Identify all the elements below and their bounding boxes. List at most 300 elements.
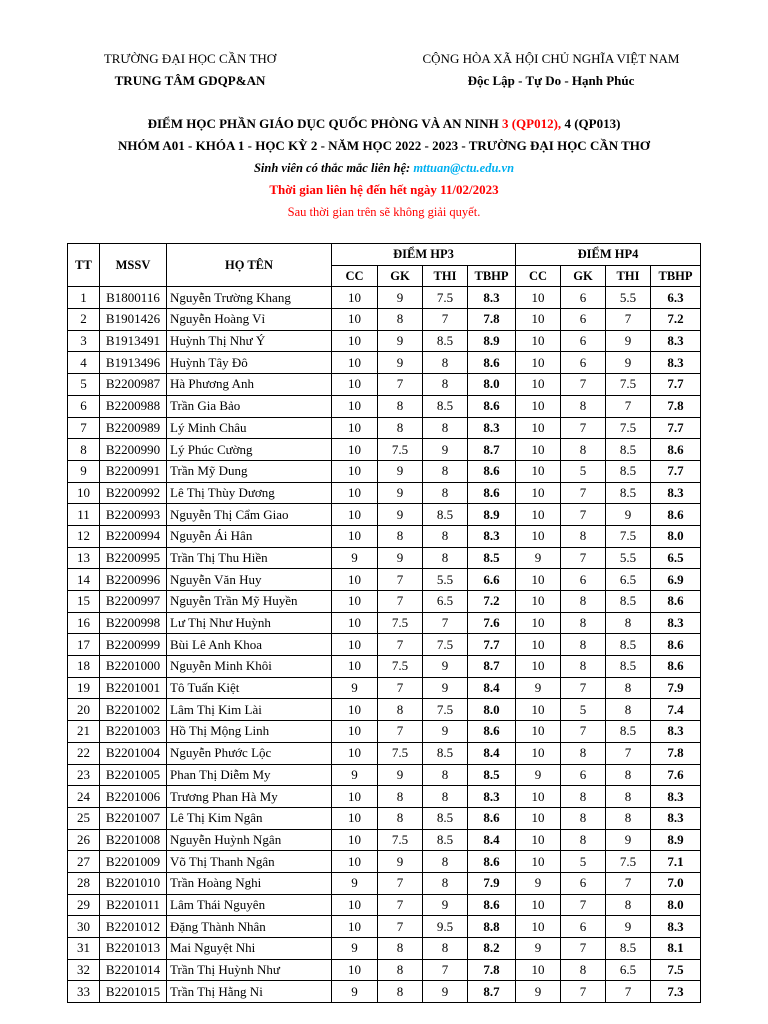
cell-hp4-gk: 6 [561, 352, 606, 374]
cell-hp3-thi: 8 [423, 417, 468, 439]
cell-hp4-thi: 8.5 [606, 591, 651, 613]
cell-hp4-gk: 8 [561, 525, 606, 547]
cell-hp4-thi: 8.5 [606, 482, 651, 504]
cell-hp3-cc: 10 [332, 569, 378, 591]
table-row [68, 504, 701, 526]
cell-mssv: B1913491 [100, 330, 167, 352]
cell-hp3-cc: 10 [332, 504, 378, 526]
cell-tt: 27 [68, 851, 100, 873]
cell-hp3-thi: 8.5 [423, 330, 468, 352]
cell-tt: 29 [68, 894, 100, 916]
cell-tt: 6 [68, 395, 100, 417]
cell-hp4-gk: 6 [561, 872, 606, 894]
cell-hp4-tbhp: 8.6 [651, 439, 701, 461]
cell-name: Đặng Thành Nhân [167, 916, 332, 938]
grades-body [68, 287, 701, 1003]
table-row [68, 309, 701, 331]
cell-tt: 21 [68, 721, 100, 743]
cell-hp4-cc: 10 [516, 807, 561, 829]
cell-name: Võ Thị Thanh Ngân [167, 851, 332, 873]
header-national [410, 50, 692, 90]
table-row [68, 764, 701, 786]
table-row [68, 656, 701, 678]
table-row [68, 938, 701, 960]
cell-hp4-cc: 9 [516, 872, 561, 894]
cell-hp4-cc: 10 [516, 916, 561, 938]
cell-mssv: B2200990 [100, 439, 167, 461]
table-row [68, 721, 701, 743]
cell-hp3-cc: 10 [332, 851, 378, 873]
cell-hp4-cc: 10 [516, 591, 561, 613]
cell-hp3-cc: 10 [332, 807, 378, 829]
deadline-note: Sau thời gian trên sẽ không giải quyết. [287, 205, 481, 219]
cell-hp4-cc: 10 [516, 656, 561, 678]
col-group-hp3: ĐIỂM HP3 [332, 244, 516, 266]
cell-hp4-thi: 8 [606, 786, 651, 808]
cell-hp4-cc: 10 [516, 352, 561, 374]
cell-hp4-tbhp: 8.0 [651, 894, 701, 916]
cell-tt: 5 [68, 374, 100, 396]
cell-hp4-tbhp: 8.6 [651, 591, 701, 613]
cell-hp4-tbhp: 7.4 [651, 699, 701, 721]
cell-tt: 15 [68, 591, 100, 613]
cell-hp3-cc: 9 [332, 764, 378, 786]
cell-hp3-cc: 10 [332, 417, 378, 439]
cell-mssv: B2201002 [100, 699, 167, 721]
cell-hp4-cc: 10 [516, 439, 561, 461]
cell-name: Lâm Thị Kim Lài [167, 699, 332, 721]
cell-hp4-thi: 8 [606, 612, 651, 634]
cell-hp4-thi: 7.5 [606, 374, 651, 396]
cell-hp3-gk: 9 [378, 352, 423, 374]
cell-hp4-cc: 10 [516, 504, 561, 526]
cell-name: Lý Minh Châu [167, 417, 332, 439]
table-row [68, 417, 701, 439]
cell-hp3-tbhp: 8.6 [468, 482, 516, 504]
cell-name: Trần Hoàng Nghi [167, 872, 332, 894]
col-tt: TT [68, 244, 100, 287]
table-row [68, 742, 701, 764]
cell-hp4-tbhp: 8.3 [651, 721, 701, 743]
cell-hp4-tbhp: 7.0 [651, 872, 701, 894]
cell-hp3-gk: 9 [378, 547, 423, 569]
cell-hp4-gk: 7 [561, 482, 606, 504]
cell-hp4-thi: 8.5 [606, 656, 651, 678]
col-hp4-cc: CC [516, 265, 561, 287]
cell-hp4-cc: 10 [516, 287, 561, 309]
cell-name: Hồ Thị Mộng Linh [167, 721, 332, 743]
cell-tt: 24 [68, 786, 100, 808]
table-row [68, 894, 701, 916]
cell-tt: 11 [68, 504, 100, 526]
cell-hp3-cc: 9 [332, 872, 378, 894]
cell-hp4-gk: 8 [561, 786, 606, 808]
cell-mssv: B2201000 [100, 656, 167, 678]
cell-mssv: B2200993 [100, 504, 167, 526]
cell-hp4-thi: 8.5 [606, 938, 651, 960]
cell-hp3-gk: 7 [378, 894, 423, 916]
cell-hp4-cc: 10 [516, 959, 561, 981]
cell-hp3-gk: 8 [378, 309, 423, 331]
cell-hp4-thi: 9 [606, 916, 651, 938]
cell-mssv: B1901426 [100, 309, 167, 331]
cell-hp3-thi: 8 [423, 352, 468, 374]
cell-hp3-gk: 7.5 [378, 656, 423, 678]
table-row [68, 634, 701, 656]
cell-mssv: B2200987 [100, 374, 167, 396]
cell-hp4-cc: 10 [516, 374, 561, 396]
cell-tt: 8 [68, 439, 100, 461]
cell-mssv: B2201014 [100, 959, 167, 981]
cell-hp3-tbhp: 8.6 [468, 721, 516, 743]
cell-hp3-tbhp: 8.3 [468, 417, 516, 439]
cell-hp4-gk: 5 [561, 460, 606, 482]
cell-hp4-gk: 6 [561, 916, 606, 938]
cell-name: Trần Mỹ Dung [167, 460, 332, 482]
cell-hp4-thi: 8 [606, 807, 651, 829]
contact-email[interactable]: mttuan@ctu.edu.vn [413, 161, 515, 175]
cell-hp4-cc: 10 [516, 330, 561, 352]
cell-hp4-thi: 7 [606, 742, 651, 764]
cell-hp3-cc: 10 [332, 439, 378, 461]
cell-hp4-thi: 8 [606, 699, 651, 721]
cell-hp4-thi: 7 [606, 872, 651, 894]
cell-hp4-thi: 8.5 [606, 634, 651, 656]
cell-hp4-thi: 5.5 [606, 287, 651, 309]
cell-hp3-thi: 8.5 [423, 504, 468, 526]
cell-hp3-thi: 9 [423, 439, 468, 461]
cell-hp4-cc: 10 [516, 569, 561, 591]
cell-hp3-gk: 7.5 [378, 612, 423, 634]
cell-hp4-cc: 10 [516, 699, 561, 721]
cell-hp4-thi: 8.5 [606, 439, 651, 461]
cell-hp3-thi: 8 [423, 938, 468, 960]
cell-hp3-cc: 10 [332, 656, 378, 678]
table-row [68, 330, 701, 352]
cell-hp3-cc: 9 [332, 677, 378, 699]
cell-hp3-thi: 8 [423, 547, 468, 569]
document-title [0, 113, 768, 135]
cell-hp4-gk: 8 [561, 742, 606, 764]
cell-hp4-tbhp: 8.3 [651, 916, 701, 938]
cell-hp3-cc: 10 [332, 330, 378, 352]
cell-hp3-thi: 8 [423, 872, 468, 894]
cell-hp3-thi: 8.5 [423, 742, 468, 764]
cell-hp4-gk: 8 [561, 807, 606, 829]
cell-mssv: B2201012 [100, 916, 167, 938]
cell-tt: 12 [68, 525, 100, 547]
cell-tt: 23 [68, 764, 100, 786]
cell-hp3-thi: 7.5 [423, 287, 468, 309]
cell-hp3-cc: 10 [332, 721, 378, 743]
cell-tt: 9 [68, 460, 100, 482]
cell-hp3-thi: 9.5 [423, 916, 468, 938]
cell-tt: 10 [68, 482, 100, 504]
cell-hp3-tbhp: 8.7 [468, 439, 516, 461]
cell-hp4-cc: 10 [516, 634, 561, 656]
cell-hp3-tbhp: 8.9 [468, 330, 516, 352]
cell-mssv: B2200991 [100, 460, 167, 482]
cell-hp3-cc: 10 [332, 352, 378, 374]
cell-hp3-thi: 7.5 [423, 634, 468, 656]
cell-hp3-cc: 10 [332, 786, 378, 808]
cell-hp3-thi: 8.5 [423, 395, 468, 417]
cell-name: Huỳnh Tây Đô [167, 352, 332, 374]
cell-tt: 4 [68, 352, 100, 374]
cell-hp4-gk: 7 [561, 504, 606, 526]
cell-name: Nguyễn Hoàng Vỉ [167, 309, 332, 331]
national-motto: Độc Lập - Tự Do - Hạnh Phúc [467, 73, 635, 88]
cell-hp3-tbhp: 8.3 [468, 525, 516, 547]
cell-hp4-gk: 6 [561, 309, 606, 331]
cell-hp3-tbhp: 8.5 [468, 764, 516, 786]
cell-hp3-cc: 9 [332, 981, 378, 1003]
cell-name: Lê Thị Thùy Dương [167, 482, 332, 504]
cell-mssv: B1800116 [100, 287, 167, 309]
cell-hp4-tbhp: 8.6 [651, 656, 701, 678]
cell-hp4-tbhp: 8.3 [651, 807, 701, 829]
cell-mssv: B2201008 [100, 829, 167, 851]
cell-hp4-tbhp: 7.6 [651, 764, 701, 786]
cell-hp4-thi: 7.5 [606, 525, 651, 547]
cell-hp4-cc: 10 [516, 525, 561, 547]
cell-tt: 30 [68, 916, 100, 938]
cell-hp3-gk: 7 [378, 569, 423, 591]
title-part-b: 4 (QP013) [561, 116, 621, 131]
cell-mssv: B2201001 [100, 677, 167, 699]
cell-hp3-thi: 8 [423, 482, 468, 504]
deadline-notice: Thời gian liên hệ đến hết ngày 11/02/2023 [269, 182, 499, 197]
cell-hp3-tbhp: 8.6 [468, 807, 516, 829]
cell-name: Trần Thị Hằng Ni [167, 981, 332, 1003]
col-hp4-thi: THI [606, 265, 651, 287]
cell-hp4-cc: 9 [516, 938, 561, 960]
cell-name: Lý Phúc Cường [167, 439, 332, 461]
cell-hp4-gk: 7 [561, 981, 606, 1003]
cell-tt: 18 [68, 656, 100, 678]
cell-hp4-cc: 9 [516, 677, 561, 699]
cell-mssv: B2201011 [100, 894, 167, 916]
cell-name: Nguyễn Phước Lộc [167, 742, 332, 764]
cell-hp3-gk: 7.5 [378, 829, 423, 851]
cell-hp3-thi: 8 [423, 764, 468, 786]
cell-hp3-thi: 7 [423, 612, 468, 634]
cell-hp4-gk: 7 [561, 417, 606, 439]
table-row [68, 395, 701, 417]
cell-hp3-thi: 9 [423, 894, 468, 916]
cell-name: Lư Thị Như Huỳnh [167, 612, 332, 634]
table-row [68, 482, 701, 504]
cell-hp3-cc: 10 [332, 742, 378, 764]
cell-mssv: B2200999 [100, 634, 167, 656]
cell-mssv: B2200992 [100, 482, 167, 504]
cell-hp3-tbhp: 8.7 [468, 656, 516, 678]
cell-hp3-gk: 9 [378, 287, 423, 309]
cell-hp3-gk: 9 [378, 330, 423, 352]
table-row [68, 525, 701, 547]
cell-hp4-cc: 10 [516, 894, 561, 916]
cell-hp4-tbhp: 7.2 [651, 309, 701, 331]
cell-hp3-gk: 8 [378, 807, 423, 829]
cell-tt: 1 [68, 287, 100, 309]
cell-tt: 25 [68, 807, 100, 829]
cell-hp4-gk: 8 [561, 591, 606, 613]
cell-name: Nguyễn Trần Mỹ Huyền [167, 591, 332, 613]
table-row [68, 287, 701, 309]
cell-hp3-thi: 5.5 [423, 569, 468, 591]
col-group-hp4: ĐIỂM HP4 [516, 244, 701, 266]
cell-hp4-thi: 9 [606, 504, 651, 526]
cell-hp4-cc: 9 [516, 764, 561, 786]
cell-hp4-tbhp: 8.1 [651, 938, 701, 960]
cell-hp3-gk: 9 [378, 851, 423, 873]
cell-mssv: B2200989 [100, 417, 167, 439]
cell-hp3-tbhp: 8.6 [468, 352, 516, 374]
cell-hp4-cc: 10 [516, 742, 561, 764]
cell-hp3-tbhp: 7.2 [468, 591, 516, 613]
cell-hp3-gk: 7 [378, 374, 423, 396]
cell-hp3-gk: 8 [378, 959, 423, 981]
cell-tt: 2 [68, 309, 100, 331]
cell-hp3-thi: 8 [423, 460, 468, 482]
table-row [68, 699, 701, 721]
cell-hp4-cc: 10 [516, 460, 561, 482]
cell-hp3-tbhp: 8.7 [468, 981, 516, 1003]
cell-hp3-tbhp: 8.0 [468, 699, 516, 721]
cell-hp4-tbhp: 7.8 [651, 742, 701, 764]
cell-hp4-thi: 8 [606, 677, 651, 699]
cell-hp4-thi: 9 [606, 829, 651, 851]
cell-hp4-cc: 10 [516, 417, 561, 439]
cell-tt: 17 [68, 634, 100, 656]
cell-hp4-gk: 8 [561, 439, 606, 461]
cell-mssv: B1913496 [100, 352, 167, 374]
cell-name: Lâm Thái Nguyên [167, 894, 332, 916]
cell-tt: 3 [68, 330, 100, 352]
cell-hp3-thi: 9 [423, 677, 468, 699]
cell-hp3-tbhp: 7.8 [468, 959, 516, 981]
table-row [68, 807, 701, 829]
cell-hp4-cc: 10 [516, 829, 561, 851]
cell-hp3-cc: 9 [332, 938, 378, 960]
col-name: HỌ TÊN [167, 244, 332, 287]
cell-mssv: B2200997 [100, 591, 167, 613]
cell-hp3-tbhp: 7.7 [468, 634, 516, 656]
cell-hp4-gk: 5 [561, 699, 606, 721]
cell-hp4-cc: 10 [516, 851, 561, 873]
cell-mssv: B2201015 [100, 981, 167, 1003]
col-hp4-gk: GK [561, 265, 606, 287]
cell-name: Trương Phan Hà My [167, 786, 332, 808]
col-hp3-gk: GK [378, 265, 423, 287]
cell-hp4-thi: 5.5 [606, 547, 651, 569]
cell-name: Nguyễn Huỳnh Ngân [167, 829, 332, 851]
cell-name: Mai Nguyệt Nhi [167, 938, 332, 960]
cell-hp3-cc: 10 [332, 699, 378, 721]
cell-hp3-gk: 7 [378, 634, 423, 656]
cell-mssv: B2200988 [100, 395, 167, 417]
cell-hp4-gk: 7 [561, 374, 606, 396]
cell-mssv: B2201006 [100, 786, 167, 808]
cell-hp3-cc: 10 [332, 959, 378, 981]
cell-hp4-thi: 9 [606, 352, 651, 374]
cell-hp4-gk: 6 [561, 287, 606, 309]
table-row [68, 916, 701, 938]
cell-hp4-tbhp: 6.5 [651, 547, 701, 569]
cell-hp3-gk: 7 [378, 677, 423, 699]
cell-tt: 32 [68, 959, 100, 981]
cell-hp4-tbhp: 8.3 [651, 786, 701, 808]
cell-hp4-tbhp: 8.9 [651, 829, 701, 851]
cell-hp4-tbhp: 7.5 [651, 959, 701, 981]
cell-hp4-gk: 8 [561, 829, 606, 851]
cell-hp4-tbhp: 8.3 [651, 612, 701, 634]
cell-mssv: B2200996 [100, 569, 167, 591]
cell-hp4-thi: 6.5 [606, 959, 651, 981]
cell-tt: 13 [68, 547, 100, 569]
cell-hp3-gk: 7 [378, 872, 423, 894]
cell-hp4-thi: 7.5 [606, 851, 651, 873]
cell-hp3-thi: 7.5 [423, 699, 468, 721]
cell-name: Phan Thị Diễm My [167, 764, 332, 786]
cell-name: Lê Thị Kim Ngân [167, 807, 332, 829]
cell-hp4-cc: 10 [516, 395, 561, 417]
cell-hp3-cc: 10 [332, 916, 378, 938]
cell-hp3-cc: 10 [332, 525, 378, 547]
title-part-a: ĐIỂM HỌC PHẦN GIÁO DỤC QUỐC PHÒNG VÀ AN NINH [147, 116, 502, 131]
cell-hp4-thi: 8 [606, 764, 651, 786]
cell-hp3-thi: 8 [423, 851, 468, 873]
cell-hp4-thi: 7 [606, 309, 651, 331]
cell-mssv: B2201010 [100, 872, 167, 894]
cell-hp3-gk: 7 [378, 916, 423, 938]
cell-hp3-cc: 10 [332, 374, 378, 396]
table-row [68, 460, 701, 482]
cell-hp3-cc: 10 [332, 287, 378, 309]
cell-hp3-gk: 9 [378, 482, 423, 504]
cell-hp4-gk: 7 [561, 938, 606, 960]
document-subtitle: NHÓM A01 - KHÓA 1 - HỌC KỲ 2 - NĂM HỌC 2022 - 2023 - TRƯỜNG ĐẠI HỌC CẦN THƠ [117, 138, 651, 153]
cell-hp3-tbhp: 8.3 [468, 786, 516, 808]
table-row [68, 677, 701, 699]
cell-hp4-cc: 10 [516, 309, 561, 331]
cell-hp4-gk: 8 [561, 634, 606, 656]
cell-hp3-tbhp: 8.4 [468, 677, 516, 699]
cell-hp3-gk: 7.5 [378, 742, 423, 764]
cell-mssv: B2201013 [100, 938, 167, 960]
cell-hp4-thi: 7 [606, 981, 651, 1003]
cell-tt: 19 [68, 677, 100, 699]
cell-hp4-tbhp: 7.9 [651, 677, 701, 699]
cell-mssv: B2200995 [100, 547, 167, 569]
col-hp3-cc: CC [332, 265, 378, 287]
table-row [68, 829, 701, 851]
cell-mssv: B2201005 [100, 764, 167, 786]
cell-hp3-cc: 10 [332, 460, 378, 482]
cell-hp3-gk: 9 [378, 460, 423, 482]
table-row [68, 569, 701, 591]
cell-hp3-cc: 10 [332, 634, 378, 656]
col-hp3-thi: THI [423, 265, 468, 287]
cell-hp4-cc: 10 [516, 721, 561, 743]
col-hp4-tbhp: TBHP [651, 265, 701, 287]
cell-hp3-gk: 8 [378, 938, 423, 960]
cell-hp4-tbhp: 7.1 [651, 851, 701, 873]
cell-hp3-tbhp: 7.6 [468, 612, 516, 634]
cell-tt: 20 [68, 699, 100, 721]
document-titles [0, 113, 768, 223]
cell-hp3-cc: 10 [332, 482, 378, 504]
